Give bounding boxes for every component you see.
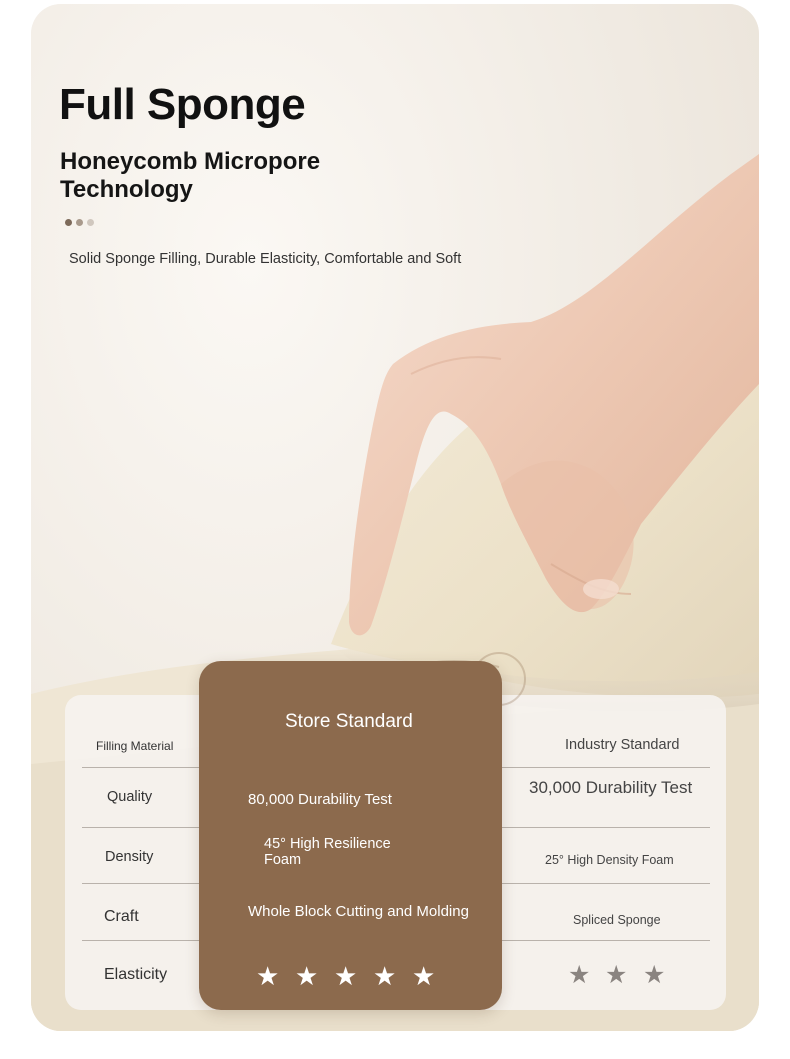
row-divider xyxy=(82,767,216,768)
store-standard-panel xyxy=(199,661,502,1010)
dot-2 xyxy=(76,219,83,226)
industry-star: ★ xyxy=(643,961,666,989)
row-divider xyxy=(82,940,216,941)
store-standard-header: Store Standard xyxy=(285,711,413,732)
row-label-density: Density xyxy=(105,849,154,865)
store-star: ★ xyxy=(256,961,280,991)
row-label-elasticity: Elasticity xyxy=(104,966,168,983)
industry-star: ★ xyxy=(605,961,628,989)
decorative-dots xyxy=(65,219,94,226)
row-label-quality: Quality xyxy=(107,789,153,805)
store-star: ★ xyxy=(334,961,358,991)
industry-star: ★ xyxy=(568,961,591,989)
page-subtitle: Honeycomb Micropore Technology xyxy=(60,148,321,203)
row-divider xyxy=(502,827,710,828)
industry-density: 25° High Density Foam xyxy=(545,853,674,867)
row-divider xyxy=(502,940,710,941)
dot-1 xyxy=(65,219,72,226)
store-quality: 80,000 Durability Test xyxy=(248,791,392,808)
industry-quality: 30,000 Durability Test xyxy=(529,778,693,797)
store-density: 45° High Resilience Foam xyxy=(264,836,391,868)
row-label-craft: Craft xyxy=(104,908,139,925)
page-title: Full Sponge xyxy=(59,80,306,129)
dot-3 xyxy=(87,219,94,226)
row-divider xyxy=(502,767,710,768)
row-divider xyxy=(82,827,216,828)
feature-description: Solid Sponge Filling, Durable Elasticity, Comfortable and Soft xyxy=(69,251,462,267)
store-craft: Whole Block Cutting and Molding xyxy=(248,903,469,920)
row-divider xyxy=(82,883,216,884)
store-star: ★ xyxy=(373,961,397,991)
store-star: ★ xyxy=(412,961,436,991)
row-divider xyxy=(502,883,710,884)
product-feature-card xyxy=(31,4,759,1031)
row-label-filling-material: Filling Material xyxy=(96,739,174,753)
industry-craft: Spliced Sponge xyxy=(573,913,661,927)
industry-standard-header: Industry Standard xyxy=(565,737,680,753)
store-star: ★ xyxy=(295,961,319,991)
